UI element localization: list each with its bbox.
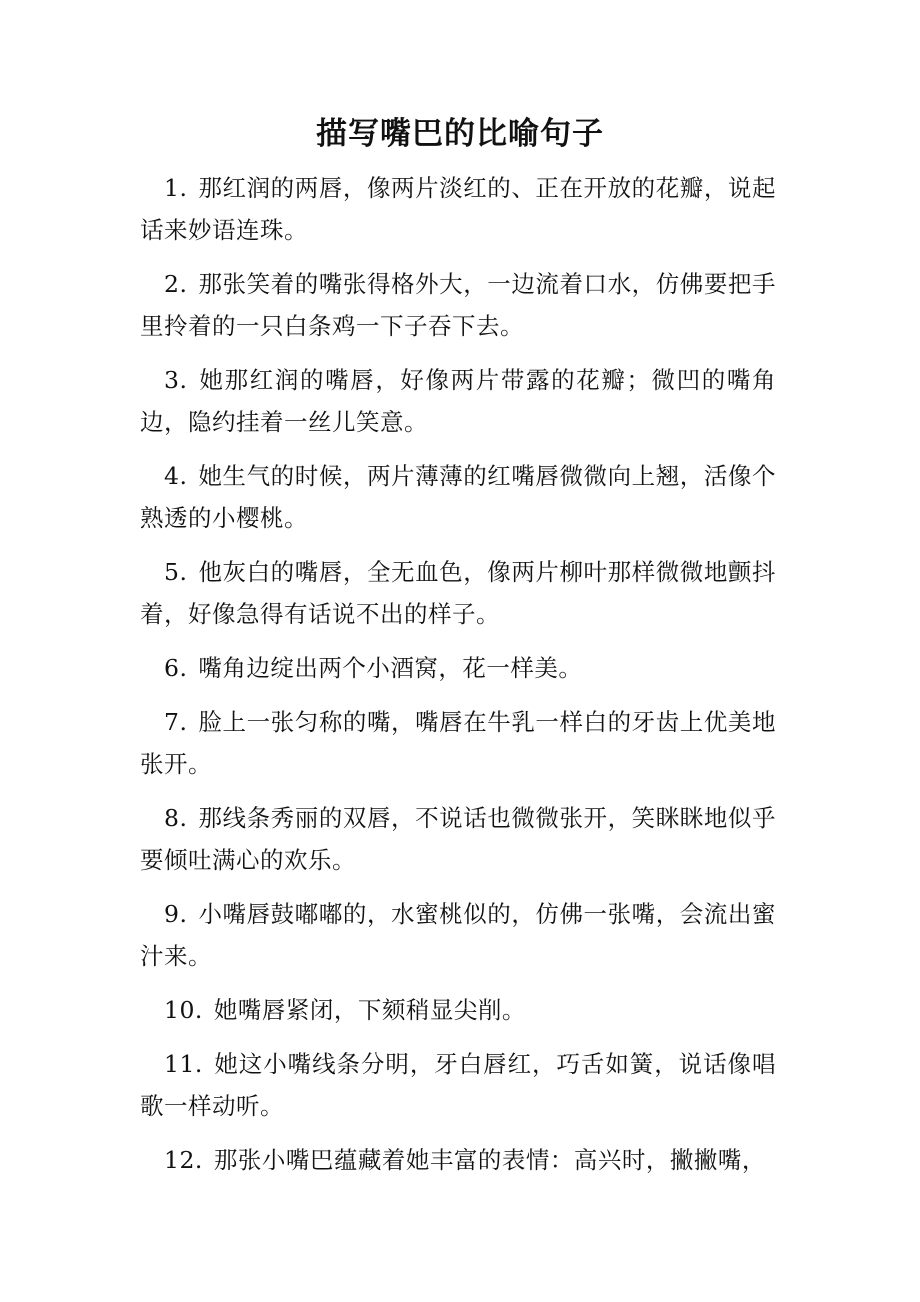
list-item (140, 701, 776, 785)
item-text: 那红润的两唇，像两片淡红的、正在开放的花瓣，说起话来妙语连珠。 (140, 174, 776, 244)
item-number: 11. (164, 1050, 203, 1078)
item-number: 5. (164, 558, 188, 586)
list-item (140, 1139, 776, 1181)
item-number: 3. (164, 366, 188, 394)
item-text: 她嘴唇紧闭，下颏稍显尖削。 (213, 996, 526, 1024)
list-item (140, 647, 776, 689)
list-item (140, 167, 776, 251)
list-item (140, 1043, 776, 1127)
item-text: 嘴角边绽出两个小酒窝，花一样美。 (198, 654, 583, 682)
item-text: 他灰白的嘴唇，全无血色，像两片柳叶那样微微地颤抖着，好像急得有话说不出的样子。 (140, 558, 776, 628)
item-number: 10. (164, 996, 203, 1024)
item-number: 6. (164, 654, 188, 682)
item-number: 8. (164, 804, 188, 832)
item-number: 4. (164, 462, 188, 490)
list-item (140, 989, 776, 1031)
list-item (140, 797, 776, 881)
list-item (140, 455, 776, 539)
sentence-list (140, 167, 776, 1193)
list-item (140, 551, 776, 635)
list-item (140, 263, 776, 347)
item-text: 她生气的时候，两片薄薄的红嘴唇微微向上翘，活像个熟透的小樱桃。 (140, 462, 776, 532)
item-text: 那张笑着的嘴张得格外大，一边流着口水，仿佛要把手里拎着的一只白条鸡一下子吞下去。 (140, 270, 776, 340)
item-number: 7. (164, 708, 188, 736)
item-text: 那线条秀丽的双唇，不说话也微微张开，笑眯眯地似乎要倾吐满心的欢乐。 (140, 804, 776, 874)
item-number: 2. (164, 270, 188, 298)
item-text: 脸上一张匀称的嘴，嘴唇在牛乳一样白的牙齿上优美地张开。 (140, 708, 776, 778)
item-text: 那张小嘴巴蕴藏着她丰富的表情：高兴时，撇撇嘴， (213, 1146, 766, 1174)
item-text: 她这小嘴线条分明，牙白唇红，巧舌如簧，说话像唱歌一样动听。 (140, 1050, 776, 1120)
item-number: 12. (164, 1146, 203, 1174)
item-text: 她那红润的嘴唇，好像两片带露的花瓣；微凹的嘴角边，隐约挂着一丝儿笑意。 (140, 366, 776, 436)
item-number: 9. (164, 900, 188, 928)
item-number: 1. (164, 174, 188, 202)
item-text: 小嘴唇鼓嘟嘟的，水蜜桃似的，仿佛一张嘴，会流出蜜汁来。 (140, 900, 776, 970)
list-item (140, 359, 776, 443)
page-title: 描写嘴巴的比喻句子 (316, 116, 604, 152)
list-item (140, 893, 776, 977)
